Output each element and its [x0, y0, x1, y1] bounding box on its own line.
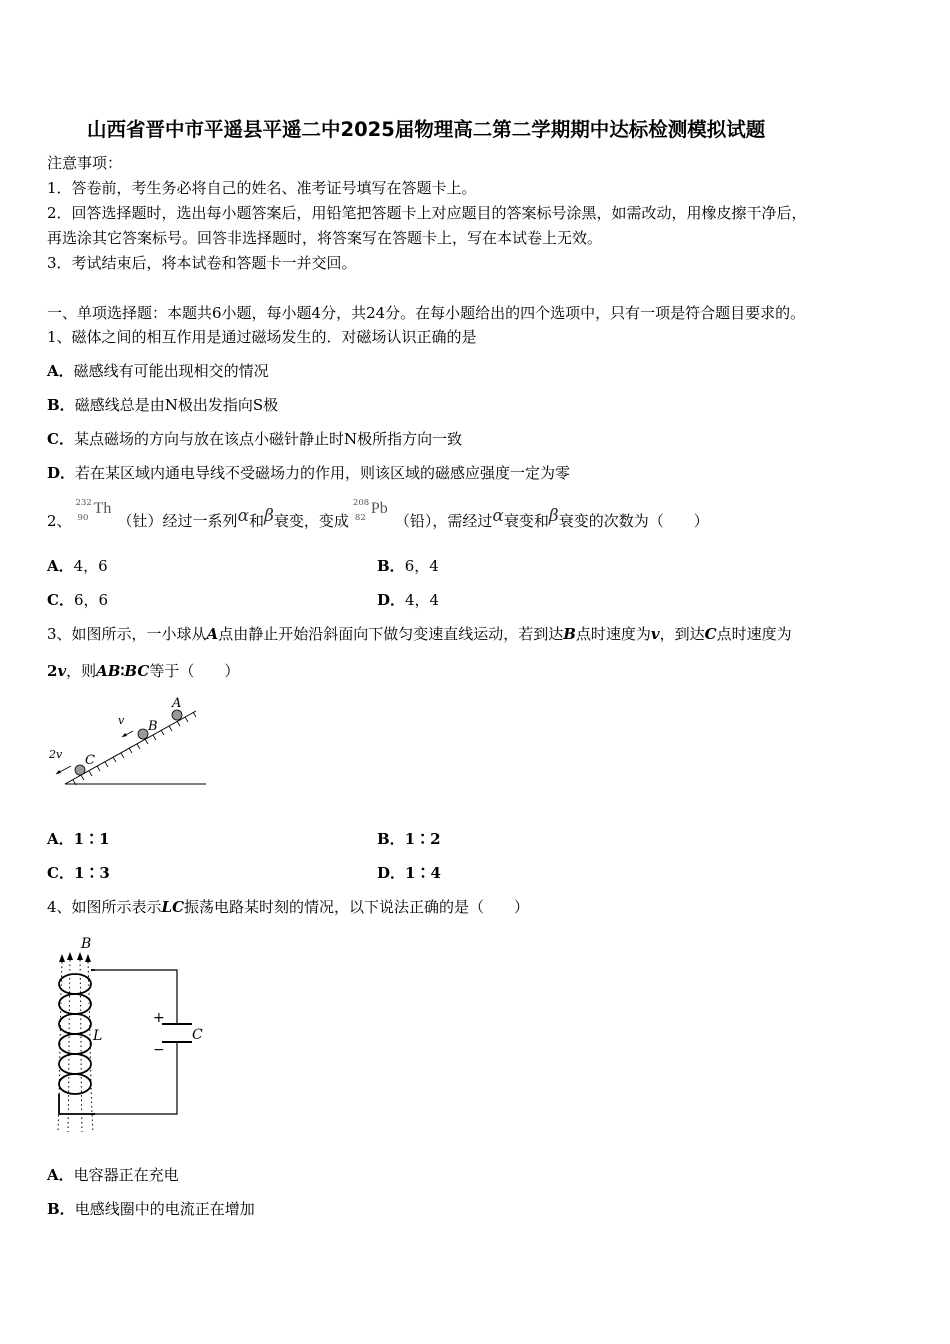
incline-diagram [40, 690, 215, 795]
fig-label-c: C [85, 753, 95, 768]
q3-option-c: C．1∶3 [47, 864, 110, 882]
plus-sign: + [153, 1010, 165, 1026]
minus-sign: − [153, 1042, 165, 1058]
fig-label-l: L [93, 1028, 103, 1044]
notice-item: 3．考试结束后，将本试卷和答题卡一并交回。 [47, 254, 357, 272]
ball-b [138, 729, 148, 739]
page-title: 山西省晋中市平遥县平遥二中2025届物理高二第二学期期中达标检测模拟试题 [87, 118, 766, 141]
fig-label-v: v [118, 714, 125, 727]
fig-label-2v: 2v [49, 748, 63, 761]
fig-label-b: B [148, 719, 158, 734]
q2-option-d: D．4，4 [377, 591, 440, 609]
lc-circuit-diagram [40, 932, 215, 1137]
question-4-stem: 4、如图所示表示LC振荡电路某时刻的情况，以下说法正确的是（ ） [47, 898, 530, 916]
q4-option-b: B．电感线圈中的电流正在增加 [47, 1200, 255, 1218]
q3-option-d: D．1∶4 [377, 864, 441, 882]
ball-c [75, 765, 85, 775]
q1-option-c: C．某点磁场的方向与放在该点小磁针静止时N极所指方向一致 [47, 430, 463, 448]
notice-item: 1．答卷前，考生务必将自己的姓名、准考证号填写在答题卡上。 [47, 179, 477, 197]
question-2-stem: 2、 232 90 Th （钍）经过一系列α和β衰变，变成 208 82 Pb （铅），需经过α衰变和β衰变的次数为（ ） [47, 498, 709, 530]
question-3-stem-line1: 3、如图所示，一小球从A点由静止开始沿斜面向下做匀变速直线运动，若到达B点时速度为v，到达C点时速度为 [47, 625, 792, 643]
inductor-coil [59, 970, 95, 1114]
q2-option-a: A．4，6 [47, 557, 108, 575]
q3-option-a: A．1∶1 [47, 830, 110, 848]
fig-label-b: B [81, 936, 92, 952]
section-heading: 一、单项选择题：本题共6小题，每小题4分，共24分。在每小题给出的四个选项中，只有一项是符合题目要求的。 [47, 304, 806, 322]
q2-option-c: C．6，6 [47, 591, 109, 609]
q3-option-b: B．1∶2 [377, 830, 441, 848]
thorium-nuclide: 232 90 Th [75, 498, 112, 523]
fig-label-c: C [192, 1027, 203, 1043]
q2-option-b: B．6，4 [377, 557, 439, 575]
question-3-stem-line2: 2v，则AB∶BC等于（ ） [47, 662, 240, 680]
question-1-stem: 1、磁体之间的相互作用是通过磁场发生的．对磁场认识正确的是 [47, 328, 477, 346]
lead-nuclide: 208 82 Pb [352, 498, 388, 523]
q1-option-d: D．若在某区域内通电导线不受磁场力的作用，则该区域的磁感应强度一定为零 [47, 464, 571, 482]
notice-item: 2．回答选择题时，选出每小题答案后，用铅笔把答题卡上对应题目的答案标号涂黑，如需改动，用橡皮擦干净后， [47, 204, 807, 222]
q4-option-a: A．电容器正在充电 [47, 1166, 179, 1184]
ball-a [172, 710, 182, 720]
q1-option-b: B．磁感线总是由N极出发指向S极 [47, 396, 279, 414]
q1-option-a: A．磁感线有可能出现相交的情况 [47, 362, 269, 380]
notice-heading: 注意事项： [47, 154, 123, 172]
notice-item: 再选涂其它答案标号。回答非选择题时，将答案写在答题卡上，写在本试卷上无效。 [47, 229, 603, 247]
fig-label-a: A [172, 696, 182, 711]
